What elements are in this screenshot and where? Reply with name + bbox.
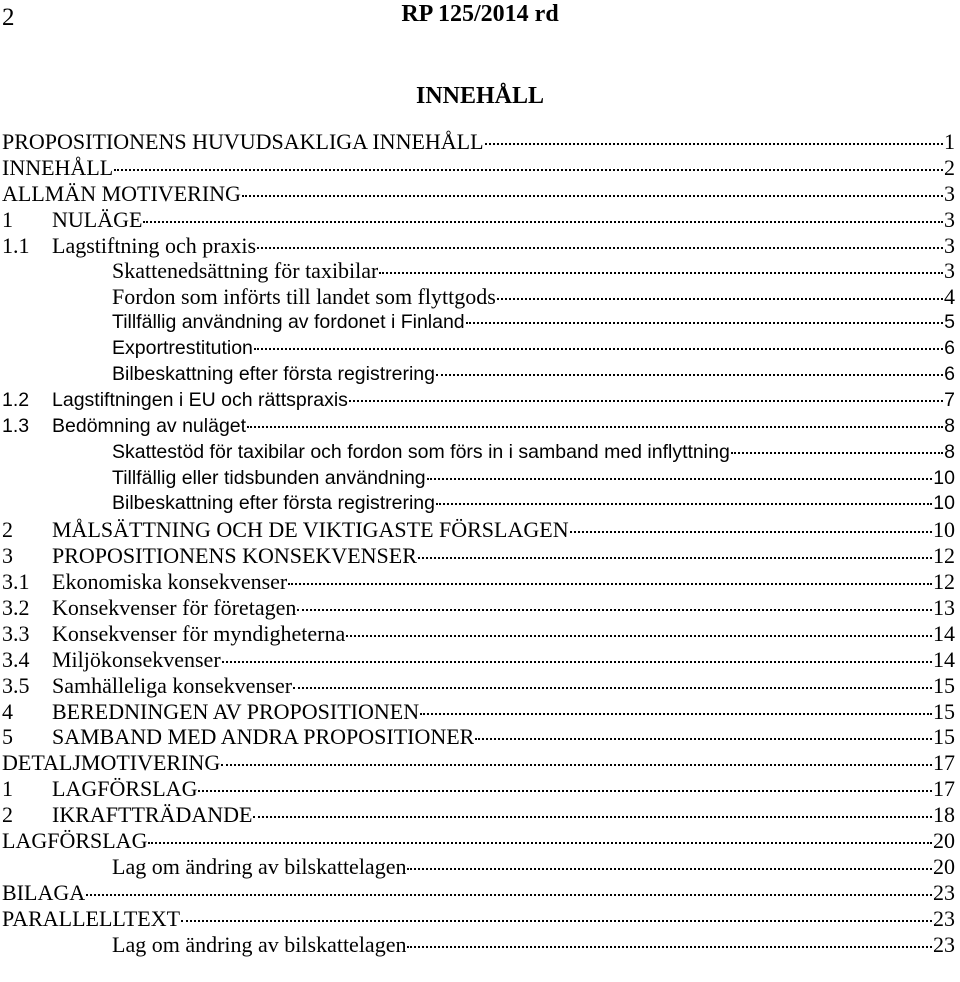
toc-entry-page: 10 <box>933 492 955 515</box>
dot-leader <box>420 709 932 715</box>
toc-entry-title: Tillfällig användning av fordonet i Finland <box>112 311 465 334</box>
dot-leader <box>221 760 932 766</box>
dot-leader <box>379 268 943 274</box>
toc-entry[interactable] <box>2 647 955 673</box>
dot-leader <box>143 217 943 223</box>
toc-entry-page: 3 <box>944 180 955 206</box>
toc-entry[interactable] <box>2 388 955 414</box>
toc-entry-page: 8 <box>944 440 955 463</box>
dot-leader <box>242 191 943 197</box>
toc-entry-page: 14 <box>933 620 955 646</box>
dot-leader <box>346 631 932 637</box>
dot-leader <box>407 864 932 870</box>
table-of-contents <box>2 129 955 958</box>
toc-entry-page: 8 <box>944 414 955 437</box>
toc-entry-number: 5 <box>2 724 13 750</box>
toc-entry-page: 23 <box>933 879 955 905</box>
toc-entry-page: 23 <box>933 905 955 931</box>
toc-entry-number: 1.3 <box>2 414 30 437</box>
toc-entry-number: 4 <box>2 698 13 724</box>
toc-entry[interactable] <box>2 336 955 362</box>
toc-entry-title: BEREDNINGEN AV PROPOSITIONEN <box>52 698 420 724</box>
toc-entry-title: PARALLELLTEXT <box>2 905 181 931</box>
toc-entry-title: NULÄGE <box>52 206 143 232</box>
toc-entry-title: PROPOSITIONENS KONSEKVENSER <box>52 543 417 569</box>
toc-entry[interactable] <box>2 595 955 621</box>
dot-leader <box>181 916 932 922</box>
page-number: 2 <box>2 4 15 31</box>
toc-entry[interactable] <box>2 284 955 310</box>
dot-leader <box>436 499 932 505</box>
toc-entry-title: MÅLSÄTTNING OCH DE VIKTIGASTE FÖRSLAGEN <box>52 517 569 543</box>
toc-entry-number: 3.2 <box>2 595 30 621</box>
toc-entry-page: 3 <box>944 206 955 232</box>
toc-entry-number: 3.5 <box>2 672 30 698</box>
dot-leader <box>288 579 932 585</box>
toc-entry-page: 6 <box>944 337 955 360</box>
toc-entry-page: 3 <box>944 232 955 258</box>
toc-entry-title: Skattenedsättning för taxibilar <box>112 258 379 284</box>
toc-entry-page: 2 <box>944 154 955 180</box>
toc-entry-title: Exportrestitution <box>112 337 253 360</box>
toc-entry[interactable] <box>2 854 955 880</box>
toc-entry[interactable] <box>2 155 955 181</box>
toc-entry-title: Bilbeskattning efter första registrering <box>112 492 435 515</box>
toc-entry-page: 12 <box>933 569 955 595</box>
toc-entry-title: Lag om ändring av bilskattelagen <box>112 853 407 879</box>
dot-leader <box>253 812 932 818</box>
dot-leader <box>427 474 933 480</box>
dot-leader <box>436 370 943 376</box>
toc-entry-page: 6 <box>944 363 955 386</box>
toc-entry-page: 13 <box>933 595 955 621</box>
dot-leader <box>570 527 932 533</box>
toc-entry-page: 10 <box>933 517 955 543</box>
dot-leader <box>293 683 932 689</box>
toc-entry-page: 20 <box>933 828 955 854</box>
dot-leader <box>222 657 932 663</box>
toc-entry[interactable] <box>2 233 955 259</box>
toc-entry-title: Skattestöd för taxibilar och fordon som förs in i samband med inflyttning <box>112 440 730 463</box>
toc-entry-number: 3.1 <box>2 569 30 595</box>
toc-entry-page: 15 <box>933 724 955 750</box>
toc-entry-number: 1 <box>2 206 13 232</box>
toc-entry[interactable] <box>2 621 955 647</box>
toc-entry-title: Bilbeskattning efter första registrering <box>112 363 435 386</box>
dot-leader <box>198 786 932 792</box>
toc-entry-title: Fordon som införts till landet som flyttgods <box>112 284 496 310</box>
toc-entry-page: 18 <box>933 802 955 828</box>
toc-entry-page: 23 <box>933 931 955 957</box>
toc-entry[interactable] <box>2 414 955 440</box>
toc-entry-page: 3 <box>944 258 955 284</box>
page-header <box>0 0 960 36</box>
toc-entry-page: 4 <box>944 284 955 310</box>
toc-entry-title: INNEHÅLL <box>2 154 114 180</box>
toc-entry-page: 17 <box>933 750 955 776</box>
dot-leader <box>466 318 943 324</box>
toc-entry-title: LAGFÖRSLAG <box>52 776 198 802</box>
toc-entry[interactable] <box>2 802 955 828</box>
toc-entry-title: Konsekvenser för företagen <box>52 595 297 621</box>
toc-entry-title: SAMBAND MED ANDRA PROPOSITIONER <box>52 724 475 750</box>
dot-leader <box>247 422 943 428</box>
toc-entry-page: 15 <box>933 698 955 724</box>
dot-leader <box>407 942 932 948</box>
dot-leader <box>349 396 943 402</box>
toc-entry[interactable] <box>2 699 955 725</box>
toc-entry[interactable] <box>2 207 955 233</box>
toc-entry-title: Bedömning av nuläget <box>52 414 247 437</box>
toc-entry[interactable] <box>2 569 955 595</box>
toc-entry[interactable] <box>2 932 955 958</box>
toc-entry[interactable] <box>2 776 955 802</box>
dot-leader <box>254 344 943 350</box>
toc-entry[interactable] <box>2 724 955 750</box>
toc-entry[interactable] <box>2 750 955 776</box>
toc-entry-title: IKRAFTTRÄDANDE <box>52 802 253 828</box>
toc-entry-page: 14 <box>933 646 955 672</box>
toc-entry-title: BILAGA <box>2 879 86 905</box>
toc-entry-title: Lagstiftningen i EU och rättspraxis <box>52 388 348 411</box>
toc-entry-number: 1.2 <box>2 388 30 411</box>
toc-entry-title: Tillfällig eller tidsbunden användning <box>112 466 426 489</box>
toc-entry-number: 1 <box>2 776 13 802</box>
toc-entry-number: 1.1 <box>2 232 30 258</box>
dot-leader <box>114 165 943 171</box>
toc-entry[interactable] <box>2 258 955 284</box>
toc-entry-page: 17 <box>933 776 955 802</box>
toc-entry-page: 5 <box>944 311 955 334</box>
toc-entry[interactable] <box>2 466 955 492</box>
toc-title: INNEHÅLL <box>415 83 545 109</box>
toc-entry-title: Ekonomiska konsekvenser <box>52 569 288 595</box>
toc-entry[interactable] <box>2 517 955 543</box>
toc-entry[interactable] <box>2 880 955 906</box>
toc-entry[interactable] <box>2 181 955 207</box>
toc-entry-page: 10 <box>933 466 955 489</box>
toc-entry-page: 12 <box>933 543 955 569</box>
toc-entry[interactable] <box>2 440 955 466</box>
toc-entry-number: 3 <box>2 543 13 569</box>
toc-entry[interactable] <box>2 129 955 155</box>
toc-entry-page: 20 <box>933 853 955 879</box>
dot-leader <box>418 553 932 559</box>
toc-entry-title: Lag om ändring av bilskattelagen <box>112 931 407 957</box>
toc-entry-title: Miljökonsekvenser <box>52 646 221 672</box>
toc-entry[interactable] <box>2 906 955 932</box>
toc-entry-title: Samhälleliga konsekvenser <box>52 672 293 698</box>
dot-leader <box>475 734 932 740</box>
toc-entry[interactable] <box>2 362 955 388</box>
toc-entry-page: 15 <box>933 672 955 698</box>
toc-entry[interactable] <box>2 543 955 569</box>
dot-leader <box>485 139 943 145</box>
dot-leader <box>148 838 932 844</box>
toc-entry-title: PROPOSITIONENS HUVUDSAKLIGA INNEHÅLL <box>2 129 484 154</box>
toc-entry-number: 2 <box>2 517 13 543</box>
toc-entry[interactable] <box>2 491 955 517</box>
toc-entry-title: LAGFÖRSLAG <box>2 828 148 854</box>
toc-entry-title: DETALJMOTIVERING <box>2 750 221 776</box>
toc-entry-page: 7 <box>944 388 955 411</box>
dot-leader <box>297 605 932 611</box>
dot-leader <box>731 448 943 454</box>
toc-entry[interactable] <box>2 673 955 699</box>
toc-entry-title: ALLMÄN MOTIVERING <box>2 180 241 206</box>
dot-leader <box>86 890 932 896</box>
toc-entry-title: Konsekvenser för myndigheterna <box>52 620 346 646</box>
toc-entry[interactable] <box>2 310 955 336</box>
toc-entry-number: 3.4 <box>2 646 30 672</box>
document-id: RP 125/2014 rd <box>401 1 559 27</box>
toc-entry-number: 2 <box>2 802 13 828</box>
toc-entry-page: 1 <box>944 129 955 154</box>
toc-entry-number: 3.3 <box>2 620 30 646</box>
dot-leader <box>497 294 943 300</box>
toc-entry-title: Lagstiftning och praxis <box>52 232 257 258</box>
dot-leader <box>257 243 943 249</box>
toc-entry[interactable] <box>2 828 955 854</box>
